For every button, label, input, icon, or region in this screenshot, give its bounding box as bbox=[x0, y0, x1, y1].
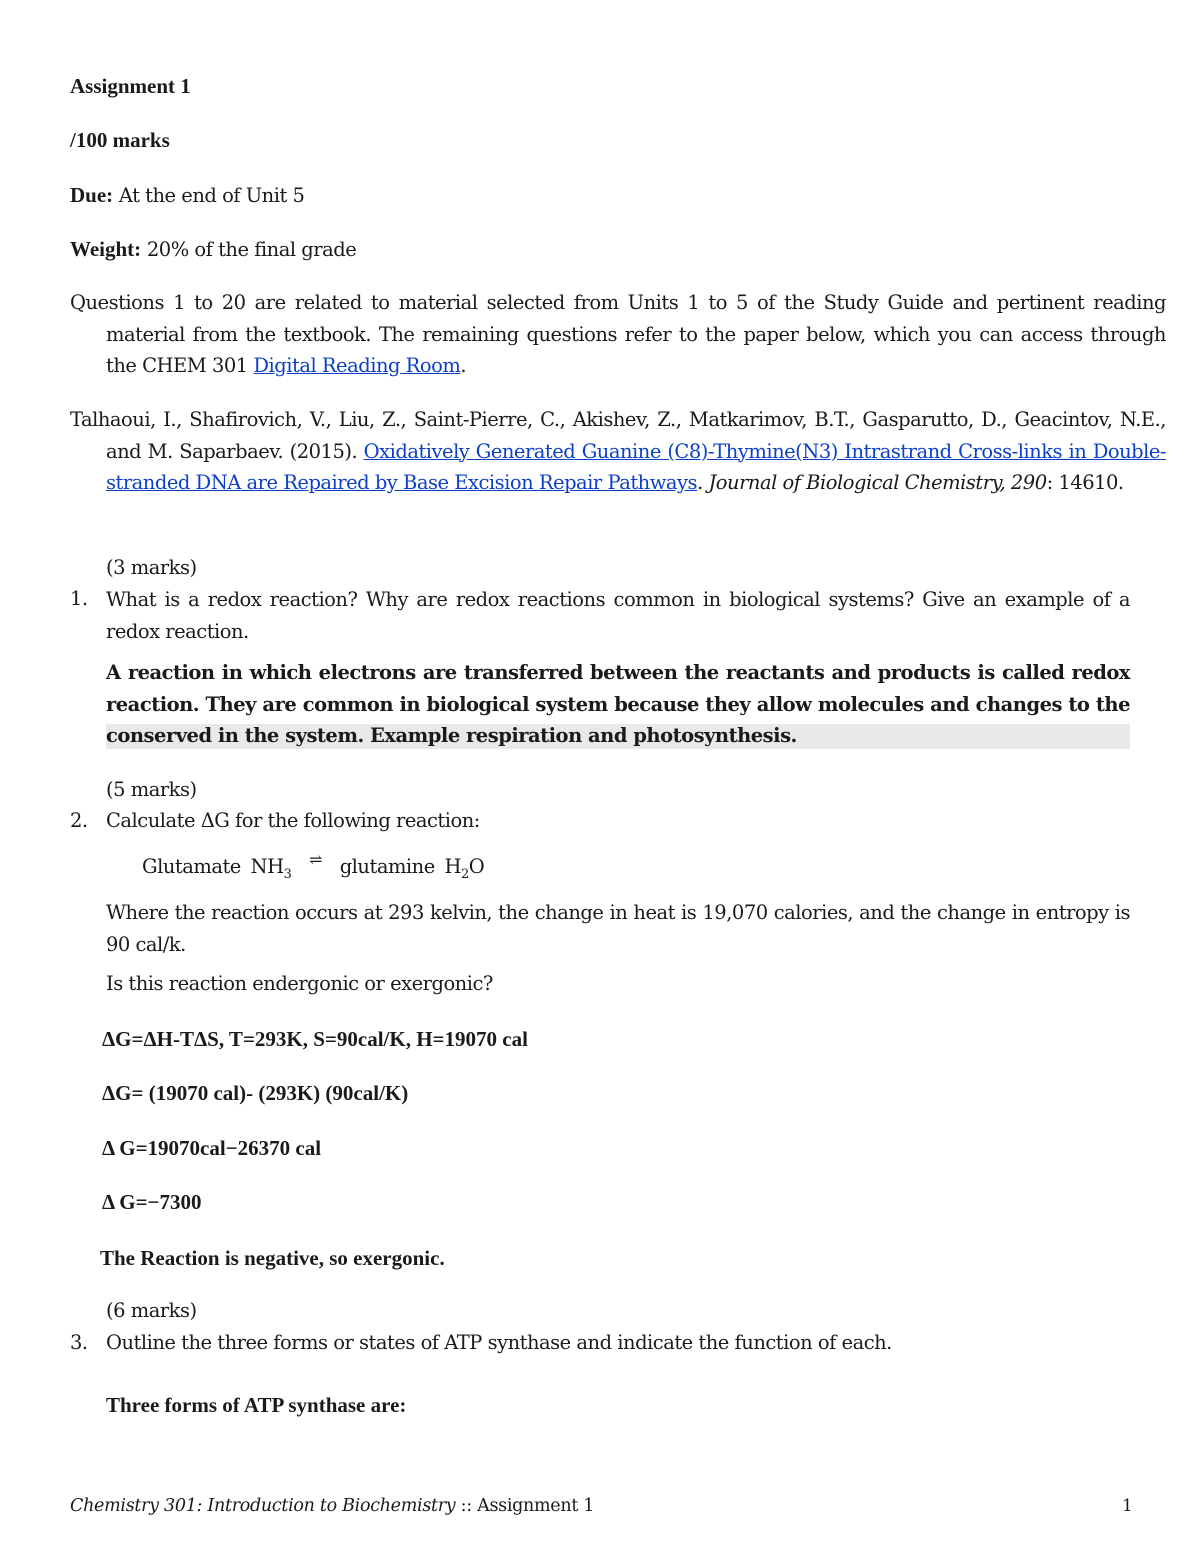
assignment-title: Assignment 1 bbox=[70, 74, 191, 98]
reactant-ammonia: $NH_3$ bbox=[250, 855, 292, 882]
weight-label: Weight: bbox=[70, 237, 142, 261]
due-label: Due: bbox=[70, 183, 114, 207]
intro-paragraph bbox=[70, 287, 1166, 382]
total-marks: /100 marks bbox=[70, 128, 170, 152]
q1-question: What is a redox reaction? Why are redox reactions common in biological systems? Give an example of a redox reaction. bbox=[106, 588, 1130, 643]
q2-conclusion: The Reaction is negative, so exergonic. bbox=[100, 1246, 445, 1270]
digital-reading-room-link[interactable]: Digital Reading Room bbox=[253, 354, 461, 377]
q2-number: 2. bbox=[70, 809, 88, 832]
due-value: At the end of Unit 5 bbox=[118, 184, 305, 207]
journal-name: Journal of Biological Chemistry, 290 bbox=[708, 471, 1047, 494]
reaction-equation bbox=[142, 850, 485, 882]
q1-number: 1. bbox=[70, 587, 88, 610]
citation-authors: Talhaoui, I., Shafirovich, V., Liu, Z., Saint-Pierre, C., Akishev, Z., Matkarimov, B.T., Gasparutto, D., Geacintov, N.E., and M. Saparbaev. (2015). bbox=[70, 408, 1166, 463]
weight-line bbox=[70, 237, 356, 262]
q2-marks: (5 marks) bbox=[106, 778, 197, 801]
q3-marks: (6 marks) bbox=[106, 1299, 197, 1322]
equation-2: ΔG= (19070 cal)- (293K) (90cal/K) bbox=[102, 1081, 409, 1105]
q1-marks: (3 marks) bbox=[106, 556, 197, 579]
footer-assignment: :: Assignment 1 bbox=[455, 1496, 595, 1516]
page-number: 1 bbox=[1122, 1496, 1133, 1516]
q3-answer-heading: Three forms of ATP synthase are: bbox=[106, 1393, 407, 1417]
citation-after-link: . bbox=[697, 471, 709, 494]
q2-conditions: Where the reaction occurs at 293 kelvin, the change in heat is 19,070 calories, and the change in entropy is 90 cal/k. bbox=[106, 901, 1130, 956]
page-footer bbox=[70, 1496, 594, 1516]
equation-3: Δ G=19070cal−26370 cal bbox=[102, 1136, 322, 1160]
intro-text-end: . bbox=[460, 354, 467, 377]
footer-course: Chemistry 301: Introduction to Biochemistry bbox=[70, 1496, 456, 1516]
product-glutamine: glutamine bbox=[339, 855, 435, 878]
q3-number: 3. bbox=[70, 1331, 88, 1354]
equation-4: Δ G=−7300 bbox=[102, 1190, 202, 1214]
reactant-glutamate: Glutamate bbox=[142, 855, 241, 878]
citation-paragraph bbox=[70, 404, 1166, 499]
due-line bbox=[70, 183, 304, 208]
q3-question: Outline the three forms or states of ATP synthase and indicate the function of each. bbox=[106, 1331, 892, 1354]
weight-value: 20% of the final grade bbox=[146, 238, 357, 261]
q2-sub-question: Is this reaction endergonic or exergonic? bbox=[106, 972, 493, 995]
q1-answer: A reaction in which electrons are transferred between the reactants and products is called redox reaction. They are common in biological system because they allow molecules and changes to the conserved in the system. Example respiration and photosynthesis. bbox=[106, 661, 1130, 747]
equation-1: ΔG=ΔH-TΔS, T=293K, S=90cal/K, H=19070 cal bbox=[102, 1027, 528, 1051]
paper-title-link[interactable]: Oxidatively Generated Guanine (C8)-Thymine(N3) Intrastrand Cross-links in Double-stranded DNA are Repaired by Base Excision Repair Pathways bbox=[106, 439, 1166, 494]
intro-text: Questions 1 to 20 are related to material selected from Units 1 to 5 of the Study Guide and pertinent reading material from the textbook. The remaining questions refer to the paper below, which you can access through the CHEM 301 bbox=[70, 291, 1166, 377]
citation-pages: : 14610. bbox=[1046, 471, 1124, 494]
q2-question: Calculate ΔG for the following reaction: bbox=[106, 809, 480, 832]
equilibrium-arrow-icon: ⇌ bbox=[309, 850, 322, 869]
product-water: $H_2O$ bbox=[444, 855, 485, 882]
